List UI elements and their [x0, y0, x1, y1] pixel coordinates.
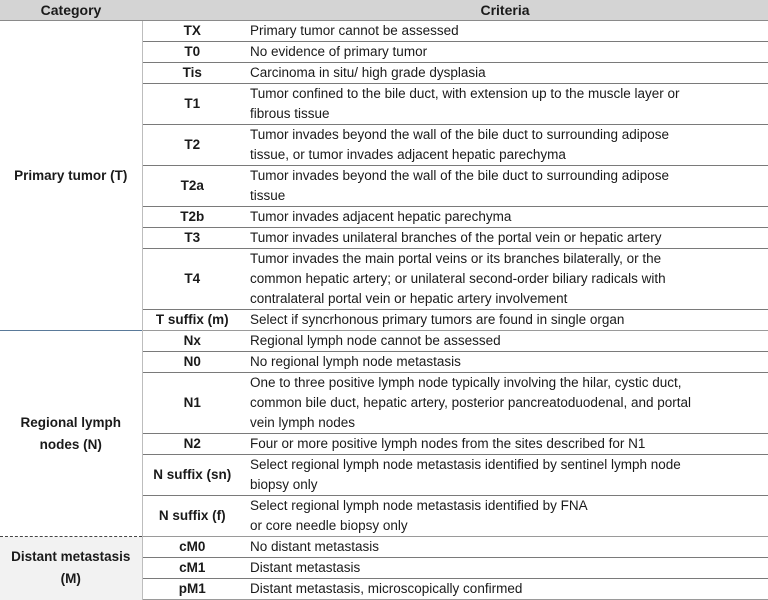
criteria-line: Tumor invades adjacent hepatic parechyma: [250, 209, 512, 224]
criteria-text: [242, 228, 768, 249]
table-row: [0, 21, 768, 42]
criteria-text: [242, 331, 768, 352]
criteria-text: [242, 84, 768, 125]
criteria-line: No evidence of primary tumor: [250, 44, 428, 59]
criteria-line: common hepatic artery; or unilateral second-order biliary radicals with: [250, 271, 666, 286]
criteria-text: [242, 558, 768, 579]
stage-code: cM1: [142, 558, 242, 579]
criteria-text: [242, 166, 768, 207]
stage-code: pM1: [142, 579, 242, 600]
criteria-line: or core needle biopsy only: [250, 518, 408, 533]
category-label-line: (M): [60, 571, 81, 587]
criteria-line: Tumor confined to the bile duct, with extension up to the muscle layer or: [250, 86, 680, 101]
criteria-text: [242, 125, 768, 166]
criteria-line: vein lymph nodes: [250, 415, 356, 430]
stage-code: T3: [142, 228, 242, 249]
category-label-line: nodes (N): [39, 436, 102, 452]
criteria-text: [242, 434, 768, 455]
category-column-header: Category: [0, 0, 142, 21]
category-cell-distant-metastasis: [0, 537, 142, 600]
stage-code: N suffix (sn): [142, 455, 242, 496]
criteria-text: [242, 207, 768, 228]
stage-code: TX: [142, 21, 242, 42]
criteria-text: [242, 42, 768, 63]
criteria-text: [242, 310, 768, 331]
table-row: [0, 331, 768, 352]
stage-code: T1: [142, 84, 242, 125]
code-column-header: [142, 0, 242, 21]
stage-code: T2b: [142, 207, 242, 228]
criteria-text: [242, 249, 768, 310]
criteria-column-header: Criteria: [242, 0, 768, 21]
criteria-line: Primary tumor cannot be assessed: [250, 23, 459, 38]
criteria-line: Four or more positive lymph nodes from the sites described for N1: [250, 436, 646, 451]
stage-code: N suffix (f): [142, 496, 242, 537]
criteria-text: [242, 455, 768, 496]
category-cell-primary-tumor: [0, 21, 142, 331]
stage-code: T2: [142, 125, 242, 166]
stage-code: N1: [142, 373, 242, 434]
table-body: [0, 21, 768, 600]
criteria-line: Select regional lymph node metastasis identified by FNA: [250, 498, 588, 513]
criteria-line: Tumor invades beyond the wall of the bile duct to surrounding adipose: [250, 168, 670, 183]
criteria-line: fibrous tissue: [250, 106, 330, 121]
criteria-line: No distant metastasis: [250, 539, 380, 554]
stage-code: Tis: [142, 63, 242, 84]
criteria-line: One to three positive lymph node typically involving the hilar, cystic duct,: [250, 375, 682, 390]
stage-code: T0: [142, 42, 242, 63]
category-label-line: Regional lymph: [20, 414, 121, 430]
criteria-line: Tumor invades beyond the wall of the bile duct to surrounding adipose: [250, 127, 670, 142]
criteria-line: common bile duct, hepatic artery, posterior pancreatoduodenal, and portal: [250, 395, 692, 410]
stage-code: T2a: [142, 166, 242, 207]
criteria-line: biopsy only: [250, 477, 318, 492]
criteria-line: Regional lymph node cannot be assessed: [250, 333, 501, 348]
criteria-line: tissue, or tumor invades adjacent hepatic parechyma: [250, 147, 566, 162]
category-label: Primary tumor (T): [14, 167, 128, 183]
stage-code: T suffix (m): [142, 310, 242, 331]
category-label-line: Distant metastasis: [11, 549, 131, 565]
criteria-line: No regional lymph node metastasis: [250, 354, 461, 369]
table-header-row: [0, 0, 768, 21]
criteria-line: Tumor invades the main portal veins or its branches bilaterally, or the: [250, 251, 662, 266]
criteria-line: Tumor invades unilateral branches of the portal vein or hepatic artery: [250, 230, 662, 245]
stage-code: T4: [142, 249, 242, 310]
criteria-line: Distant metastasis, microscopically confirmed: [250, 581, 523, 596]
stage-code: N2: [142, 434, 242, 455]
criteria-text: [242, 352, 768, 373]
criteria-text: [242, 63, 768, 84]
stage-code: cM0: [142, 537, 242, 558]
stage-code: Nx: [142, 331, 242, 352]
table-row: [0, 537, 768, 558]
category-cell-regional-lymph-nodes: [0, 331, 142, 537]
criteria-text: [242, 373, 768, 434]
criteria-text: [242, 579, 768, 600]
criteria-line: Distant metastasis: [250, 560, 361, 575]
stage-code: N0: [142, 352, 242, 373]
criteria-line: Select if syncrhonous primary tumors are found in single organ: [250, 312, 625, 327]
criteria-text: [242, 537, 768, 558]
criteria-line: contralateral portal vein or hepatic artery involvement: [250, 291, 568, 306]
criteria-line: Carcinoma in situ/ high grade dysplasia: [250, 65, 486, 80]
criteria-text: [242, 21, 768, 42]
criteria-line: tissue: [250, 188, 286, 203]
criteria-line: Select regional lymph node metastasis identified by sentinel lymph node: [250, 457, 681, 472]
criteria-text: [242, 496, 768, 537]
